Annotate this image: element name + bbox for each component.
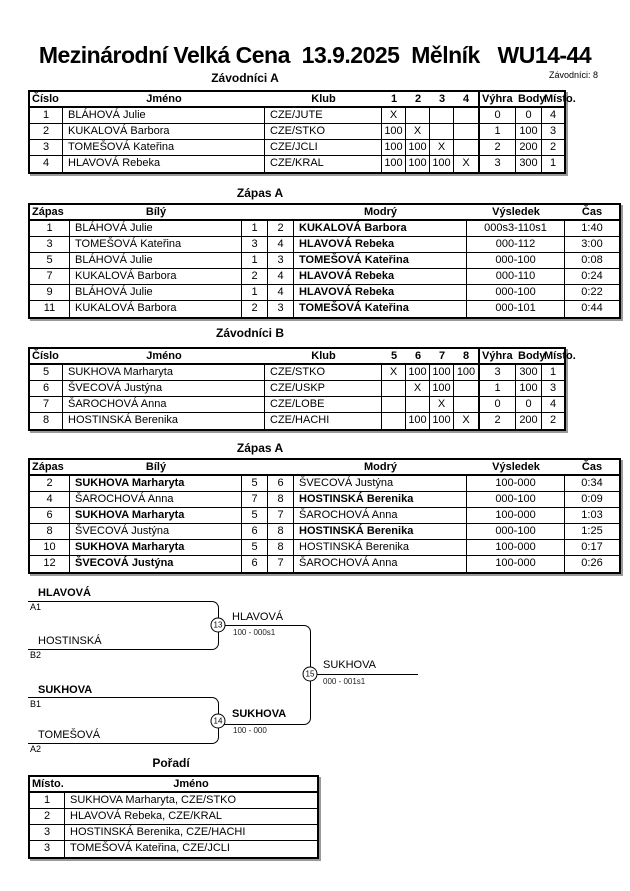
col-header: 4	[454, 92, 478, 108]
place-cell: 3	[542, 124, 564, 140]
blue-seed: 8	[268, 540, 294, 556]
col-header: Čas	[565, 205, 619, 221]
matrix-cell: 100	[430, 156, 454, 172]
result-cell: 000-101	[467, 301, 565, 317]
competitor-name: HLAVOVÁ Rebeka	[63, 156, 265, 172]
competitor-name: BLÁHOVÁ Julie	[63, 108, 265, 124]
section-heading-matches-a: Zápas A	[236, 186, 284, 200]
competitor-row	[30, 124, 564, 140]
white-name: ŠAROCHOVÁ Anna	[70, 492, 242, 508]
bracket-seed: A2	[30, 744, 42, 754]
bracket-seed: A1	[30, 602, 42, 612]
blue-seed: 8	[268, 492, 294, 508]
col-header	[268, 205, 294, 221]
matrix-cell	[382, 381, 406, 397]
section-heading-ranking: Pořadí	[152, 756, 190, 770]
points-cell: 100	[516, 381, 542, 397]
competitor-number: 2	[30, 124, 63, 140]
competitor-name: HOSTINSKÁ Berenika	[63, 413, 265, 429]
col-header: Místo.	[542, 349, 564, 365]
bracket-slot-name: TOMEŠOVÁ	[38, 729, 101, 741]
competitor-row	[30, 108, 564, 124]
white-seed: 3	[242, 237, 268, 253]
col-header: Modrý	[294, 205, 467, 221]
match-row	[30, 492, 619, 508]
competitors-a-table	[28, 90, 576, 174]
competitor-club: CZE/STKO	[265, 124, 382, 140]
col-header: Čas	[565, 460, 619, 476]
blue-name: HOSTINSKÁ Berenika	[294, 524, 467, 540]
wins-cell: 1	[478, 124, 516, 140]
match-number: 8	[30, 524, 70, 540]
competitor-club: CZE/USKP	[265, 381, 382, 397]
matrix-cell: X	[462, 157, 470, 169]
result-cell: 000-110	[467, 269, 565, 285]
result-cell: 100-000	[467, 556, 565, 572]
col-header: Klub	[265, 92, 382, 108]
ranking-row	[30, 825, 317, 841]
competitor-name: ŠAROCHOVÁ Anna	[63, 397, 265, 413]
col-header: Modrý	[294, 460, 467, 476]
matrix-cell: 100	[430, 381, 454, 397]
wins-cell: 2	[478, 413, 516, 429]
competitor-number: 1	[30, 108, 63, 124]
points-cell: 300	[516, 156, 542, 172]
match-row	[30, 269, 619, 285]
matrix-cell	[382, 413, 406, 429]
bracket-winner-name: SUKHOVA	[232, 708, 287, 720]
competitor-club: CZE/LOBE	[265, 397, 382, 413]
col-header: Body	[516, 349, 542, 365]
matrix-cell: 100	[382, 124, 406, 140]
col-header: Výhra	[478, 92, 516, 108]
matrix-cell	[406, 397, 430, 413]
page-title: Mezinárodní Velká Cena 13.9.2025 Mělník WU14-44	[38, 42, 592, 68]
result-cell: 000s3-110s1	[467, 221, 565, 237]
blue-name: TOMEŠOVÁ Kateřina	[294, 253, 467, 269]
blue-name: ŠVECOVÁ Justýna	[294, 476, 467, 492]
col-header	[242, 205, 268, 221]
wins-cell: 3	[478, 365, 516, 381]
white-name: KUKALOVÁ Barbora	[70, 301, 242, 317]
section-heading-competitors-a: Závodníci A	[211, 71, 279, 85]
match-number: 9	[30, 285, 70, 301]
match-row	[30, 237, 619, 253]
result-cell: 000-100	[467, 492, 565, 508]
competitor-club: CZE/JCLI	[265, 140, 382, 156]
rank-name: HOSTINSKÁ Berenika, CZE/HACHI	[65, 825, 317, 841]
col-header: Místo.	[30, 777, 65, 793]
col-header: Klub	[265, 349, 382, 365]
col-header: Jméno	[65, 777, 317, 793]
blue-seed: 8	[268, 524, 294, 540]
col-header: 1	[382, 92, 406, 108]
table-header	[30, 349, 576, 365]
ranking-row	[30, 793, 317, 809]
competitor-club: CZE/HACHI	[265, 413, 382, 429]
time-cell: 1:40	[565, 221, 619, 237]
white-seed: 6	[242, 524, 268, 540]
blue-seed: 3	[268, 253, 294, 269]
matrix-cell: X	[430, 140, 454, 156]
time-cell: 1:03	[565, 508, 619, 524]
blue-seed: 2	[268, 221, 294, 237]
blue-seed: 4	[268, 237, 294, 253]
time-cell: 0:09	[565, 492, 619, 508]
bracket-winner-name: HLAVOVÁ	[232, 611, 284, 623]
competitor-row	[30, 413, 564, 429]
col-header: Číslo	[30, 349, 63, 365]
white-name: SUKHOVA Marharyta	[70, 540, 242, 556]
matrix-cell: 100	[406, 140, 430, 156]
time-cell: 0:26	[581, 557, 603, 569]
matrix-cell	[454, 140, 478, 156]
col-header: 2	[406, 92, 430, 108]
result-cell: 000-112	[467, 237, 565, 253]
competitor-row	[30, 397, 564, 413]
col-header	[242, 460, 268, 476]
time-cell: 0:22	[565, 285, 619, 301]
white-seed: 1	[242, 285, 268, 301]
col-header: Body	[516, 92, 542, 108]
blue-name: HLAVOVÁ Rebeka	[294, 269, 467, 285]
col-header: 6	[406, 349, 430, 365]
rank-name: HLAVOVÁ Rebeka, CZE/KRAL	[65, 809, 317, 825]
white-seed: 2	[242, 301, 268, 317]
competitor-name: KUKALOVÁ Barbora	[63, 124, 265, 140]
place-cell: 2	[542, 140, 564, 156]
section-heading-competitors-b: Závodníci B	[215, 326, 285, 340]
white-name: ŠVECOVÁ Justýna	[70, 524, 242, 540]
competitor-number: 6	[30, 381, 63, 397]
match-row	[30, 301, 619, 317]
match-number: 7	[30, 269, 70, 285]
section-heading-matches-b: Zápas A	[236, 441, 284, 455]
table-header	[30, 460, 619, 476]
match-number: 12	[30, 556, 70, 572]
match-number: 1	[30, 221, 70, 237]
blue-seed: 7	[268, 508, 294, 524]
white-name: BLÁHOVÁ Julie	[70, 253, 242, 269]
white-name: KUKALOVÁ Barbora	[70, 269, 242, 285]
wins-cell: 3	[478, 156, 516, 172]
bracket-score: 000 - 001s1	[323, 677, 366, 686]
points-cell: 300	[516, 365, 542, 381]
matrix-cell: 100	[382, 140, 406, 156]
match-number-badge: 15	[303, 667, 318, 682]
blue-name: HLAVOVÁ Rebeka	[294, 237, 467, 253]
white-seed: 1	[242, 253, 268, 269]
matrix-cell	[382, 397, 406, 413]
time-cell: 3:00	[565, 237, 619, 253]
col-header: Výhra	[478, 349, 516, 365]
blue-name: HOSTINSKÁ Berenika	[294, 492, 467, 508]
white-seed: 7	[242, 492, 268, 508]
competitor-number: 4	[30, 156, 63, 172]
competitor-name: ŠVECOVÁ Justýna	[63, 381, 265, 397]
matrix-cell: X	[382, 108, 406, 124]
ranking-table	[28, 775, 319, 859]
competitors-count: Závodníci: 8	[548, 70, 598, 80]
wins-cell: 0	[478, 108, 516, 124]
bracket-slot-name: SUKHOVA	[38, 684, 93, 696]
wins-cell: 2	[478, 140, 516, 156]
col-header: Zápas	[30, 460, 70, 476]
white-name: SUKHOVA Marharyta	[70, 476, 242, 492]
matrix-cell: X	[382, 365, 406, 381]
competitor-number: 3	[30, 140, 63, 156]
place-cell: 1	[549, 157, 557, 169]
matrix-cell: X	[406, 381, 430, 397]
matrix-cell: 100	[406, 365, 430, 381]
matrix-cell: 100	[454, 365, 478, 381]
col-header: Výsledek	[467, 205, 565, 221]
competitors-b-table	[28, 347, 576, 431]
bracket-seed: B2	[30, 650, 42, 660]
match-row	[30, 524, 619, 540]
white-name: SUKHOVA Marharyta	[70, 508, 242, 524]
col-header: Místo.	[542, 92, 564, 108]
matrix-cell: 100	[406, 156, 430, 172]
blue-name: ŠAROCHOVÁ Anna	[294, 508, 467, 524]
points-cell: 0	[516, 397, 542, 413]
time-cell: 0:24	[565, 269, 619, 285]
col-header: Číslo	[30, 92, 63, 108]
bracket-score: 100 - 000s1	[233, 628, 276, 637]
matrix-cell: 100	[382, 156, 406, 172]
matrix-cell: 100	[406, 413, 430, 429]
rank-name: TOMEŠOVÁ Kateřina, CZE/JCLI	[70, 842, 230, 854]
match-number-badge: 13	[211, 618, 226, 633]
time-cell: 0:08	[565, 253, 619, 269]
wins-cell: 0	[478, 397, 516, 413]
match-row	[30, 221, 619, 237]
col-header: Zápas	[30, 205, 70, 221]
place-cell: 4	[542, 108, 564, 124]
matrix-cell: X	[462, 414, 470, 426]
match-row	[30, 508, 619, 524]
matrix-cell	[406, 108, 430, 124]
points-cell: 100	[516, 124, 542, 140]
competitor-name: SUKHOVA Marharyta	[63, 365, 265, 381]
blue-name: ŠAROCHOVÁ Anna	[294, 556, 467, 572]
white-name: BLÁHOVÁ Julie	[70, 285, 242, 301]
bracket-winner-name: SUKHOVA	[323, 659, 376, 671]
matrix-cell: X	[430, 397, 454, 413]
blue-seed: 6	[268, 476, 294, 492]
white-seed: 5	[242, 540, 268, 556]
white-seed: 5	[242, 508, 268, 524]
bracket-connector	[28, 601, 219, 650]
blue-seed: 4	[268, 269, 294, 285]
match-number: 10	[30, 540, 70, 556]
result-cell: 100-000	[467, 476, 565, 492]
blue-name: HLAVOVÁ Rebeka	[294, 285, 467, 301]
bracket-seed: B1	[30, 699, 42, 709]
col-header: Jméno	[63, 349, 265, 365]
bracket-connector	[28, 697, 219, 744]
competitor-club: CZE/JUTE	[265, 108, 382, 124]
place-cell: 1	[542, 365, 564, 381]
matches-a-table	[28, 203, 621, 319]
match-number: 5	[30, 253, 70, 269]
competitor-name: TOMEŠOVÁ Kateřina	[63, 140, 265, 156]
competitor-club: CZE/KRAL	[265, 156, 382, 172]
points-cell: 200	[516, 413, 542, 429]
time-cell: 0:34	[565, 476, 619, 492]
match-number: 11	[30, 301, 70, 317]
match-number: 3	[30, 237, 70, 253]
white-seed: 5	[242, 476, 268, 492]
col-header: Jméno	[63, 92, 265, 108]
result-cell: 000-100	[467, 253, 565, 269]
matrix-cell	[454, 381, 478, 397]
competitor-club: CZE/STKO	[265, 365, 382, 381]
rank-place: 3	[30, 825, 65, 841]
table-header	[30, 92, 576, 108]
col-header	[268, 460, 294, 476]
table-header	[30, 205, 619, 221]
blue-seed: 7	[268, 556, 294, 572]
time-cell: 1:25	[565, 524, 619, 540]
white-seed: 1	[242, 221, 268, 237]
matrix-cell: X	[406, 124, 430, 140]
match-number: 2	[30, 476, 70, 492]
white-name: TOMEŠOVÁ Kateřina	[70, 237, 242, 253]
competitor-number: 8	[30, 413, 63, 429]
blue-name: HOSTINSKÁ Berenika	[294, 540, 467, 556]
matrix-cell	[454, 108, 478, 124]
rank-place: 2	[30, 809, 65, 825]
bracket-slot-name: HLAVOVÁ	[38, 587, 91, 599]
table-header	[30, 777, 317, 793]
competitor-number: 5	[30, 365, 63, 381]
col-header: Bílý	[70, 205, 242, 221]
match-row	[30, 253, 619, 269]
blue-name: KUKALOVÁ Barbora	[294, 221, 467, 237]
place-cell: 4	[542, 397, 564, 413]
ranking-row	[30, 841, 317, 857]
matrix-cell	[454, 124, 478, 140]
points-cell: 200	[516, 140, 542, 156]
match-row	[30, 285, 619, 301]
bracket-slot-name: HOSTINSKÁ	[38, 635, 102, 647]
bracket-score: 100 - 000	[233, 726, 267, 735]
bracket-final-line	[310, 674, 418, 675]
white-name: BLÁHOVÁ Julie	[70, 221, 242, 237]
match-row	[30, 476, 619, 492]
white-name: ŠVECOVÁ Justýna	[70, 556, 242, 572]
competitor-number: 7	[30, 397, 63, 413]
time-cell: 0:17	[565, 540, 619, 556]
match-row	[30, 540, 619, 556]
matrix-cell: 100	[430, 413, 454, 429]
ranking-row	[30, 809, 317, 825]
col-header: 7	[430, 349, 454, 365]
result-cell: 100-000	[467, 508, 565, 524]
result-cell: 000-100	[467, 285, 565, 301]
rank-place: 1	[30, 793, 65, 809]
blue-name: TOMEŠOVÁ Kateřina	[294, 301, 467, 317]
col-header: 8	[454, 349, 478, 365]
competitor-row	[30, 156, 564, 172]
col-header: Bílý	[70, 460, 242, 476]
competitor-row	[30, 381, 564, 397]
match-row	[30, 556, 619, 572]
wins-cell: 1	[478, 381, 516, 397]
matrix-cell	[430, 124, 454, 140]
place-cell: 2	[549, 414, 557, 426]
competitor-row	[30, 365, 564, 381]
matches-b-table	[28, 458, 621, 574]
match-number-badge: 14	[211, 714, 226, 729]
blue-seed: 3	[268, 301, 294, 317]
matrix-cell: 100	[430, 365, 454, 381]
match-number: 6	[30, 508, 70, 524]
result-cell: 100-000	[467, 540, 565, 556]
time-cell: 0:44	[581, 302, 603, 314]
matrix-cell	[430, 108, 454, 124]
rank-place: 3	[30, 841, 65, 857]
rank-name: SUKHOVA Marharyta, CZE/STKO	[65, 793, 317, 809]
blue-seed: 4	[268, 285, 294, 301]
col-header: 3	[430, 92, 454, 108]
place-cell: 3	[542, 381, 564, 397]
white-seed: 2	[242, 269, 268, 285]
matrix-cell	[454, 397, 478, 413]
col-header: 5	[382, 349, 406, 365]
col-header: Výsledek	[467, 460, 565, 476]
points-cell: 0	[516, 108, 542, 124]
match-number: 4	[30, 492, 70, 508]
result-cell: 000-100	[467, 524, 565, 540]
competitor-row	[30, 140, 564, 156]
white-seed: 6	[242, 556, 268, 572]
